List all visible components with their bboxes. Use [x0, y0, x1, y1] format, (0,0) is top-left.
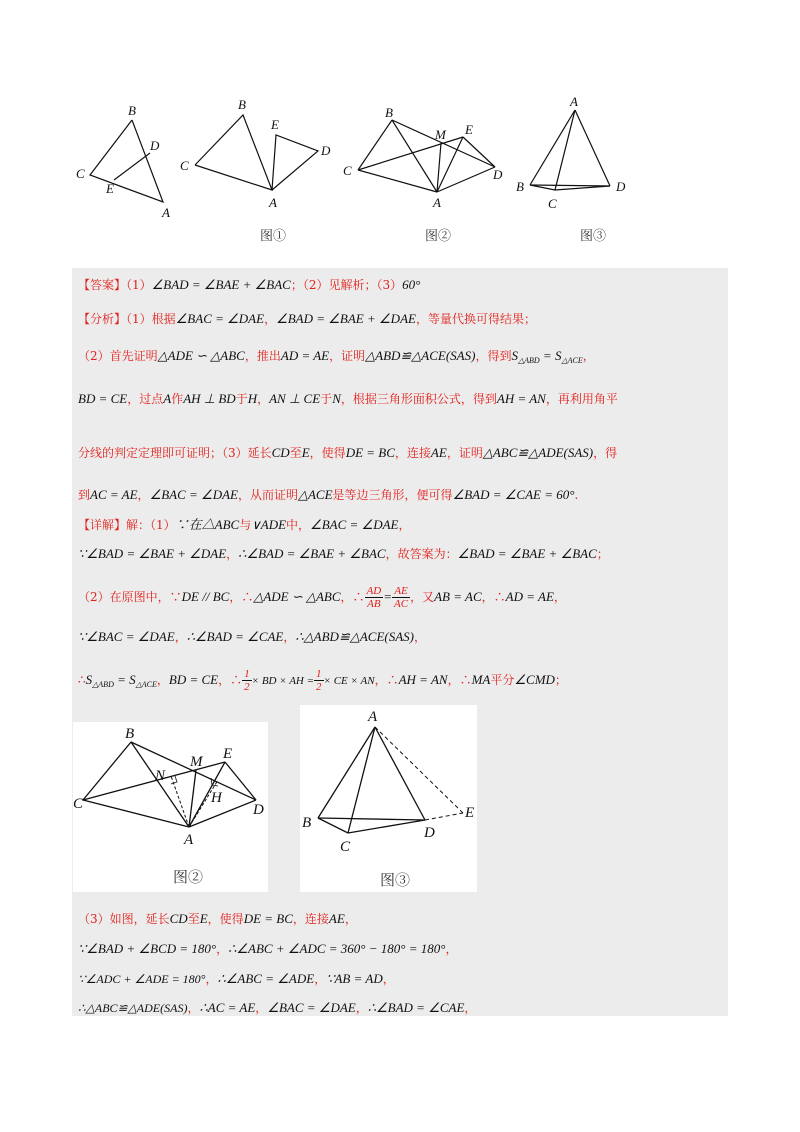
math: ∴△ABD≌△ACE(SAS)	[295, 629, 414, 644]
text: ，得到	[475, 349, 512, 363]
math: AD = AE	[505, 589, 554, 604]
math: DE = BC	[345, 445, 395, 460]
text: 至	[289, 446, 302, 460]
math: ∴∠ABC + ∠ADC = 360° − 180° = 180°	[228, 941, 446, 956]
text: ，证明	[329, 349, 366, 363]
math: AH ⊥ BD	[183, 391, 236, 406]
figure-caption: 图③	[380, 871, 411, 889]
math: ∵∠BAD + ∠BCD = 180°	[78, 941, 217, 956]
analysis-line-1	[78, 310, 536, 328]
math: △ADE ∽ △ABC	[157, 348, 245, 363]
math: DE // BC	[181, 589, 230, 604]
point-label: H	[211, 790, 222, 806]
detail-line-9	[78, 999, 476, 1017]
text: ，故答案为：	[385, 547, 458, 561]
math: AE	[328, 911, 345, 926]
text: 分线的判定定理即可证明；（3）延长	[78, 446, 272, 460]
text: ，∴	[447, 673, 472, 687]
detail-line-4	[78, 628, 426, 646]
point-label: A	[269, 195, 277, 210]
text: 中，	[286, 518, 311, 532]
math: ∴∠BAD = ∠CAE	[186, 629, 284, 644]
denominator: 2	[316, 681, 322, 693]
text: ，根据三角形面积公式，得到	[340, 392, 497, 406]
point-label: E	[106, 181, 114, 196]
subscript: △ABD	[517, 356, 540, 365]
figure-caption: 图③	[580, 229, 607, 244]
text: ，	[382, 972, 395, 986]
math: ∵∠BAC = ∠DAE	[78, 629, 175, 644]
math: 60°	[402, 277, 421, 292]
text: ，使得	[207, 912, 244, 926]
point-label: A	[433, 195, 441, 210]
analysis-line-3	[78, 390, 618, 408]
figure-1-two-triangles	[175, 95, 340, 250]
math: ∴∠ABC = ∠ADE	[217, 971, 315, 986]
text: ，	[255, 1001, 268, 1015]
point-label: C	[180, 158, 189, 173]
detail-line-8	[78, 970, 395, 988]
subscript: △ACE	[561, 356, 583, 365]
text: ，	[398, 518, 411, 532]
math: DE = BC	[243, 911, 293, 926]
text: ，	[264, 312, 277, 326]
math: ∠BAC = ∠DAE	[267, 1000, 356, 1015]
point-label: E	[223, 746, 233, 762]
math: ∴AC = AE	[199, 1000, 256, 1015]
point-label: C	[340, 839, 351, 855]
point-label: D	[424, 825, 435, 841]
math	[511, 348, 582, 363]
math: BD = CE	[78, 391, 128, 406]
math: AN ⊥ CE	[269, 391, 321, 406]
text: ，	[216, 942, 229, 956]
math: ∠CMD	[514, 672, 555, 687]
point-label: D	[616, 179, 626, 194]
math: =	[383, 589, 393, 604]
math: AH = AN	[398, 672, 448, 687]
point-label: B	[302, 815, 312, 831]
analysis-line-4	[78, 444, 617, 462]
text: ，∴	[340, 590, 365, 604]
math: A	[163, 391, 172, 406]
math: × CE × AN	[323, 675, 375, 687]
math: ∨ADE	[251, 517, 287, 532]
text: ，∴	[374, 673, 399, 687]
math: ∠BAD = ∠BAE + ∠BAC	[151, 277, 291, 292]
text: ，得	[593, 446, 618, 460]
math: ∵在	[175, 517, 202, 532]
text: ，∴	[229, 590, 254, 604]
figure-2	[335, 95, 510, 250]
math: E	[199, 911, 208, 926]
math: ∠BAC = ∠DAE	[310, 517, 399, 532]
point-label: N	[155, 768, 166, 784]
math: △ADE ∽ △ABC	[253, 589, 341, 604]
math: AE	[430, 445, 447, 460]
analysis-tag: 【分析】	[78, 312, 127, 326]
answer-line	[78, 276, 420, 294]
point-label: A	[368, 709, 378, 725]
text: ，	[445, 942, 458, 956]
subscript: △ABD	[92, 680, 114, 689]
detail-figure-2	[73, 722, 268, 892]
math: ∵AB = AD	[326, 971, 383, 986]
text: ，连接	[292, 912, 329, 926]
text: = S	[113, 672, 136, 687]
text: （2）首先证明	[78, 349, 158, 363]
detail-tag: 【详解】	[78, 518, 127, 532]
math: △ABD≌△ACE(SAS)	[365, 348, 476, 363]
text: 于	[235, 392, 248, 406]
math: × BD × AH =	[251, 675, 315, 687]
point-label: E	[465, 122, 473, 137]
text: ，使得	[309, 446, 346, 460]
text: （1）	[126, 278, 152, 292]
text: ，	[344, 912, 357, 926]
detail-line-1	[78, 516, 410, 534]
text: ，再利用角平	[545, 392, 618, 406]
text: ，连接	[394, 446, 431, 460]
math: ∴∠BAD = ∠CAE	[367, 1000, 465, 1015]
math: MA	[471, 672, 491, 687]
detail-line-3	[78, 585, 566, 610]
point-label: B	[385, 105, 393, 120]
point-label: C	[73, 796, 84, 812]
point-label: E	[465, 805, 475, 821]
math: △ABC	[201, 517, 240, 532]
point-label: C	[76, 166, 85, 181]
text: 至	[187, 912, 200, 926]
numerator: AD	[366, 585, 382, 597]
math: ∠BAC = ∠DAE	[149, 487, 238, 502]
math: ∴∠BAD = ∠BAE + ∠BAC	[238, 546, 386, 561]
analysis-line-2	[78, 347, 595, 370]
text: ，	[283, 630, 296, 644]
point-label: B	[238, 97, 246, 112]
text: 平分	[490, 673, 515, 687]
text: 于	[320, 392, 333, 406]
math: H	[247, 391, 258, 406]
text: 与	[239, 518, 252, 532]
text: ，	[187, 1001, 200, 1015]
analysis-line-5	[78, 486, 578, 504]
math: ∵∠BAD = ∠BAE + ∠DAE	[78, 546, 227, 561]
point-label: M	[190, 754, 203, 770]
figure-caption: 图②	[173, 868, 204, 886]
point-label: D	[150, 138, 160, 153]
math: ∴△ABC≌△ADE(SAS)	[78, 1001, 188, 1015]
text: ，	[355, 1001, 368, 1015]
point-label: B	[516, 179, 524, 194]
math: ∵∠ADC + ∠ADE = 180°	[78, 972, 206, 986]
point-label: C	[548, 196, 557, 211]
point-label: D	[493, 167, 503, 182]
math: AB = AC	[434, 589, 482, 604]
text: ；	[596, 547, 609, 561]
math: BD = CE	[168, 672, 219, 687]
point-label: A	[162, 205, 170, 220]
detail-figure-3	[300, 705, 477, 892]
point-label: E	[271, 117, 279, 132]
text: ，	[156, 673, 169, 687]
text: （3）如图，延长	[78, 912, 170, 926]
point-label: D	[253, 802, 264, 818]
text: S	[511, 348, 518, 363]
text: 到	[78, 488, 91, 502]
text: 是等边三角形，便可得	[332, 488, 453, 502]
math: △ACE	[297, 487, 333, 502]
denominator: AC	[394, 598, 409, 610]
text: （1）根据	[126, 312, 176, 326]
text: ，	[205, 972, 218, 986]
detail-line-2	[78, 545, 609, 563]
fraction	[242, 668, 252, 693]
detail-line-7	[78, 940, 457, 958]
math: CD	[169, 911, 188, 926]
text: S	[85, 672, 93, 687]
text: ，	[464, 1001, 477, 1015]
denominator: AB	[367, 598, 381, 610]
numerator: 1	[244, 668, 250, 680]
numerator: 1	[316, 668, 322, 680]
detail-line-6	[78, 910, 357, 928]
text: = S	[539, 348, 562, 363]
answer-tag: 【答案】	[78, 278, 127, 292]
fraction	[314, 668, 324, 693]
text: .	[574, 488, 579, 502]
text: ，∴	[218, 673, 243, 687]
text: ，证明	[446, 446, 483, 460]
math: N	[332, 391, 341, 406]
math: AH = AN	[496, 391, 546, 406]
math: E	[301, 445, 310, 460]
math: CD	[271, 445, 290, 460]
text: ，	[414, 630, 427, 644]
numerator: AE	[392, 585, 410, 598]
text: ；（2）见解析；（3）	[290, 278, 403, 292]
figure-caption: 图①	[260, 229, 287, 244]
math: AD = AE	[280, 348, 330, 363]
text: 作	[171, 392, 184, 406]
text: ，	[314, 972, 327, 986]
text: ，	[226, 547, 239, 561]
text: 解：（1）	[126, 518, 176, 532]
math: AC = AE	[90, 487, 138, 502]
point-label: D	[321, 143, 331, 158]
text: ，等量代换可得结果；	[415, 312, 536, 326]
text: ，推出	[244, 349, 281, 363]
subscript: △ACE	[135, 680, 157, 689]
text: ，	[582, 349, 595, 363]
text: ，又	[410, 590, 435, 604]
text: ，	[137, 488, 150, 502]
denominator: 2	[244, 681, 250, 693]
text: ，	[553, 590, 566, 604]
math: ∠BAD = ∠BAE + ∠BAC	[457, 546, 597, 561]
math: ∠BAC = ∠DAE	[175, 311, 265, 326]
figure-caption: 图②	[425, 229, 452, 244]
text: ，从而证明	[237, 488, 298, 502]
math	[86, 672, 157, 687]
text: （2）在原图中，∵	[78, 590, 182, 604]
text: ，∴	[481, 590, 506, 604]
text: ；	[554, 673, 567, 687]
math: ∠BAD = ∠BAE + ∠DAE	[276, 311, 416, 326]
point-label: A	[570, 94, 578, 109]
point-label: C	[343, 163, 352, 178]
detail-line-5	[78, 668, 567, 694]
figure-1-triangle	[70, 95, 185, 225]
fraction	[392, 585, 410, 610]
figure-3	[510, 90, 635, 250]
point-label: B	[125, 726, 135, 742]
fraction	[365, 585, 384, 610]
text: ，	[257, 392, 270, 406]
math: ∠BAD = ∠CAE = 60°	[452, 487, 575, 502]
point-label: A	[184, 832, 194, 848]
math: △ABC≌△ADE(SAS)	[482, 445, 594, 460]
point-label: B	[128, 103, 136, 118]
text: ，	[174, 630, 187, 644]
text: ∴	[78, 673, 86, 687]
text: ，过点	[127, 392, 164, 406]
point-label: M	[435, 127, 446, 142]
